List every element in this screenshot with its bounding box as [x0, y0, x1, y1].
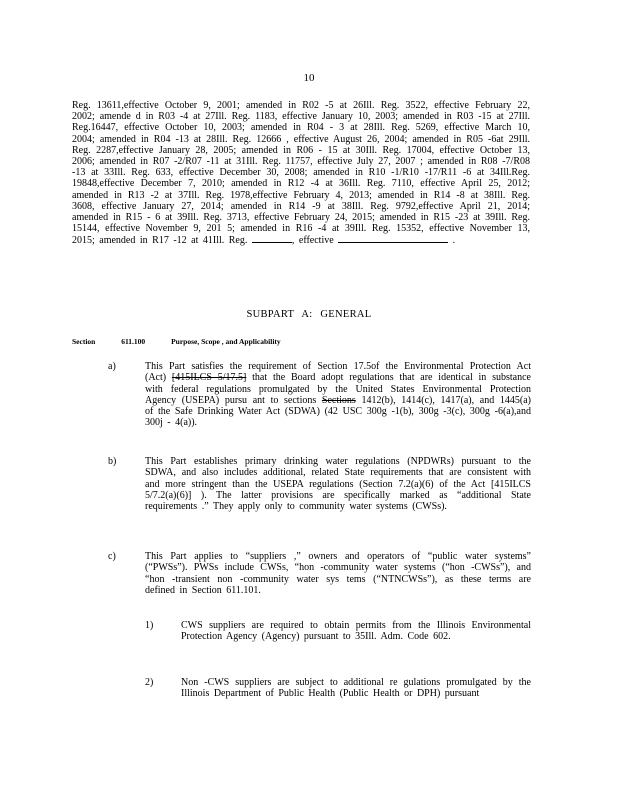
- paragraph-b-label: b): [108, 456, 117, 467]
- paragraph-c2: Non -CWS suppliers are subject to additional re gulations promulgated by the Illinois Department of Public Health (Public Health or DPH) pursuant: [181, 677, 531, 700]
- paragraph-a-struck-2: Sections: [321, 394, 356, 406]
- paragraph-c: This Part applies to “suppliers ,” owners and operators of “public water systems” (“PWSs”). PWSs include CWSs, “hon -community water systems (“hon -CWSs”), and “hon -transient non -community water sys tems (“NTNCWSs”), as these terms are defined in Section 611.101.: [145, 551, 531, 596]
- section-heading: [72, 337, 305, 346]
- section-label: Section: [72, 337, 96, 346]
- paragraph-a-text-1: This Part satisfies the requirement of Section 17.5of the Environmental Protection Act (Act): [145, 361, 531, 384]
- paragraph-c1-label: 1): [145, 620, 154, 631]
- paragraph-c2-label: 2): [145, 677, 154, 688]
- paragraph-b-text-2: ). The latter provisions are specifically marked as “additional State requirements .” They apply only to community water systems (CWSs).: [145, 489, 531, 513]
- history-effective: effective: [298, 235, 334, 247]
- blank-line-reg: [252, 234, 292, 243]
- paragraph-a: [145, 361, 531, 429]
- blank-line-effective: [338, 234, 448, 243]
- paragraph-a-struck: [415ILCS 5/17.5]: [171, 372, 247, 384]
- history-period: .: [452, 235, 456, 247]
- paragraph-a-text-3: 1412(b), 1414(c), 1417(a), and 1445(a) of the Safe Drinking Water Act (SDWA) (42 USC 300g -1(b), 300g -3(c), 300g -6(a),and 300j - 4(a)).: [145, 394, 531, 429]
- page-number: 10: [303, 72, 315, 84]
- paragraph-a-label: a): [108, 361, 116, 372]
- paragraph-c-label: c): [108, 551, 116, 562]
- history-text: Reg. 13611,effective October 9, 2001; amended in R02 -5 at 26Ill. Reg. 3522, effective February 22, 2002; amende d in R03 -4 at 27Ill. Reg. 1183, effective January 10, 2003; amended in R03 -15 at 27Ill. Reg.16447, effective October 10, 2003; amended in R04 - 3 at 28Ill. Reg. 5269, effective March 10, 2004; amended in R04 -13 at 28Ill. Reg. 12666 , effective August 26, 2004; amended in R05 -6at 29Ill. Reg. 2287,effective January 28, 2005; amended in R06 - 15 at 30Ill. Reg. 17004, effective October 13, 2006; amended in R07 -2/R07 -11 at 31Ill. Reg. 11757, effective July 27, 2007 ; amended in R08 -7/R08 -13 at 33Ill. Reg. 633, effective December 30, 2008; amended in R10 -1/R10 -17/R11 -6 at 34Ill.Reg. 19848,effective December 7, 2010; amended in R12 -4 at 36Ill. Reg. 7110, effective April 25, 2012; amended in R13 -2 at 37Ill. Reg. 1978,effective February 4, 2013; amended in R14 -8 at 38Ill. Reg. 3608, effective January 27, 2014; amended in R14 -9 at 38Ill. Reg. 9792,effective April 21, 2014; amended in R15 - 6 at 39Ill. Reg. 3713, effective February 24, 2015; amended in R15 -23 at 39Ill. Reg. 15144, effective November 9, 201 5; amended in R16 -4 at 39Ill. Reg. 15352, effective November 13, 2015; amended in R17 -12 at 41Ill. Reg.: [72, 100, 530, 247]
- paragraph-b: [145, 456, 531, 512]
- section-title: Purpose, Scope , and Applicability: [171, 337, 281, 346]
- paragraph-c1: CWS suppliers are required to obtain permits from the Illinois Environmental Protection Agency (Agency) pursuant to 35Ill. Adm. Code 602.: [181, 620, 531, 643]
- history-comma: ,: [291, 235, 295, 247]
- paragraph-a-text-2: that the Board adopt regulations that are identical in substance with federal regulations promulgated by the United States Environmental Protection Agency (USEPA) pursu ant to sections: [145, 372, 531, 406]
- source-history-note: [72, 100, 530, 247]
- section-id: 611.100: [121, 337, 146, 346]
- subpart-title: SUBPART A: GENERAL: [246, 309, 372, 320]
- paragraph-b-text-1: This Part establishes primary drinking water regulations (NPDWRs) pursuant to the SDWA, and also includes additional, related State requirements that are consistent with and more stringent than the USEPA regulations (Section 7.2(a)(6) of the Act [415ILCS 5/7.2(a)(6)]: [145, 456, 531, 501]
